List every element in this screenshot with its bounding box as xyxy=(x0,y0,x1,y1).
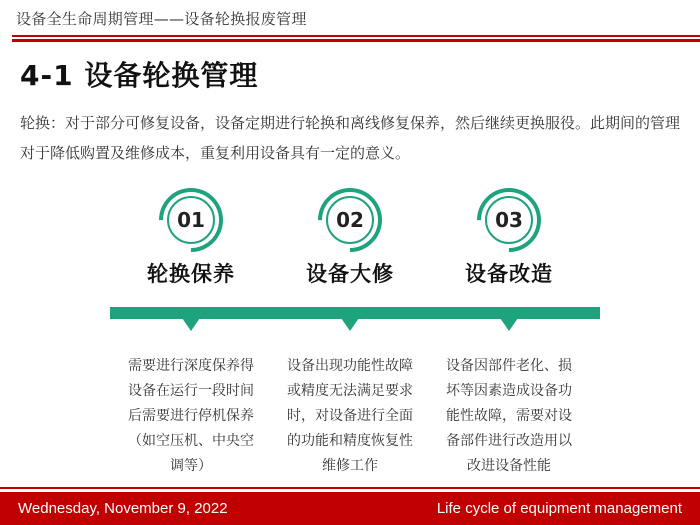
timeline-pointer-3 xyxy=(500,318,518,331)
header-divider-thin xyxy=(12,35,700,37)
timeline-pointer-1 xyxy=(182,318,200,331)
step-3-number: 03 xyxy=(485,196,533,244)
step-2-title: 设备大修 xyxy=(306,262,394,286)
step-3-ring xyxy=(464,175,555,266)
step-1-description: 需要进行深度保养得设备在运行一段时间后需要进行停机保养（如空压机、中央空调等） xyxy=(128,358,254,474)
step-1-ring xyxy=(146,175,237,266)
step-2-description: 设备出现功能性故障或精度无法满足要求时，对设备进行全面的功能和精度恢复性维修工作 xyxy=(287,358,413,474)
step-3 xyxy=(444,188,574,288)
step-2-ring xyxy=(305,175,396,266)
step-2-number: 02 xyxy=(326,196,374,244)
step-3-title: 设备改造 xyxy=(465,262,553,286)
footer-date: Wednesday, November 9, 2022 xyxy=(18,500,228,517)
step-1-number: 01 xyxy=(167,196,215,244)
timeline-pointer-2 xyxy=(341,318,359,331)
footer-bar xyxy=(0,492,700,525)
slide-header-title: 设备全生命周期管理——设备轮换报废管理 xyxy=(16,10,307,28)
step-2 xyxy=(285,188,415,288)
intro-paragraph: 轮换：对于部分可修复设备，设备定期进行轮换和离线修复保养，然后继续更换服役。此期间的管理对于降低购置及维修成本，重复利用设备具有一定的意义。 xyxy=(20,114,681,162)
section-title: 4-1 设备轮换管理 xyxy=(20,59,259,92)
step-1-title: 轮换保养 xyxy=(147,262,235,286)
footer-divider xyxy=(0,487,700,489)
step-3-description: 设备因部件老化、损坏等因素造成设备功能性故障，需要对设备部件进行改造用以改进设备性能 xyxy=(446,358,572,474)
header-divider-thick xyxy=(12,39,700,42)
footer-caption: Life cycle of equipment management xyxy=(436,500,682,517)
step-1 xyxy=(126,188,256,288)
